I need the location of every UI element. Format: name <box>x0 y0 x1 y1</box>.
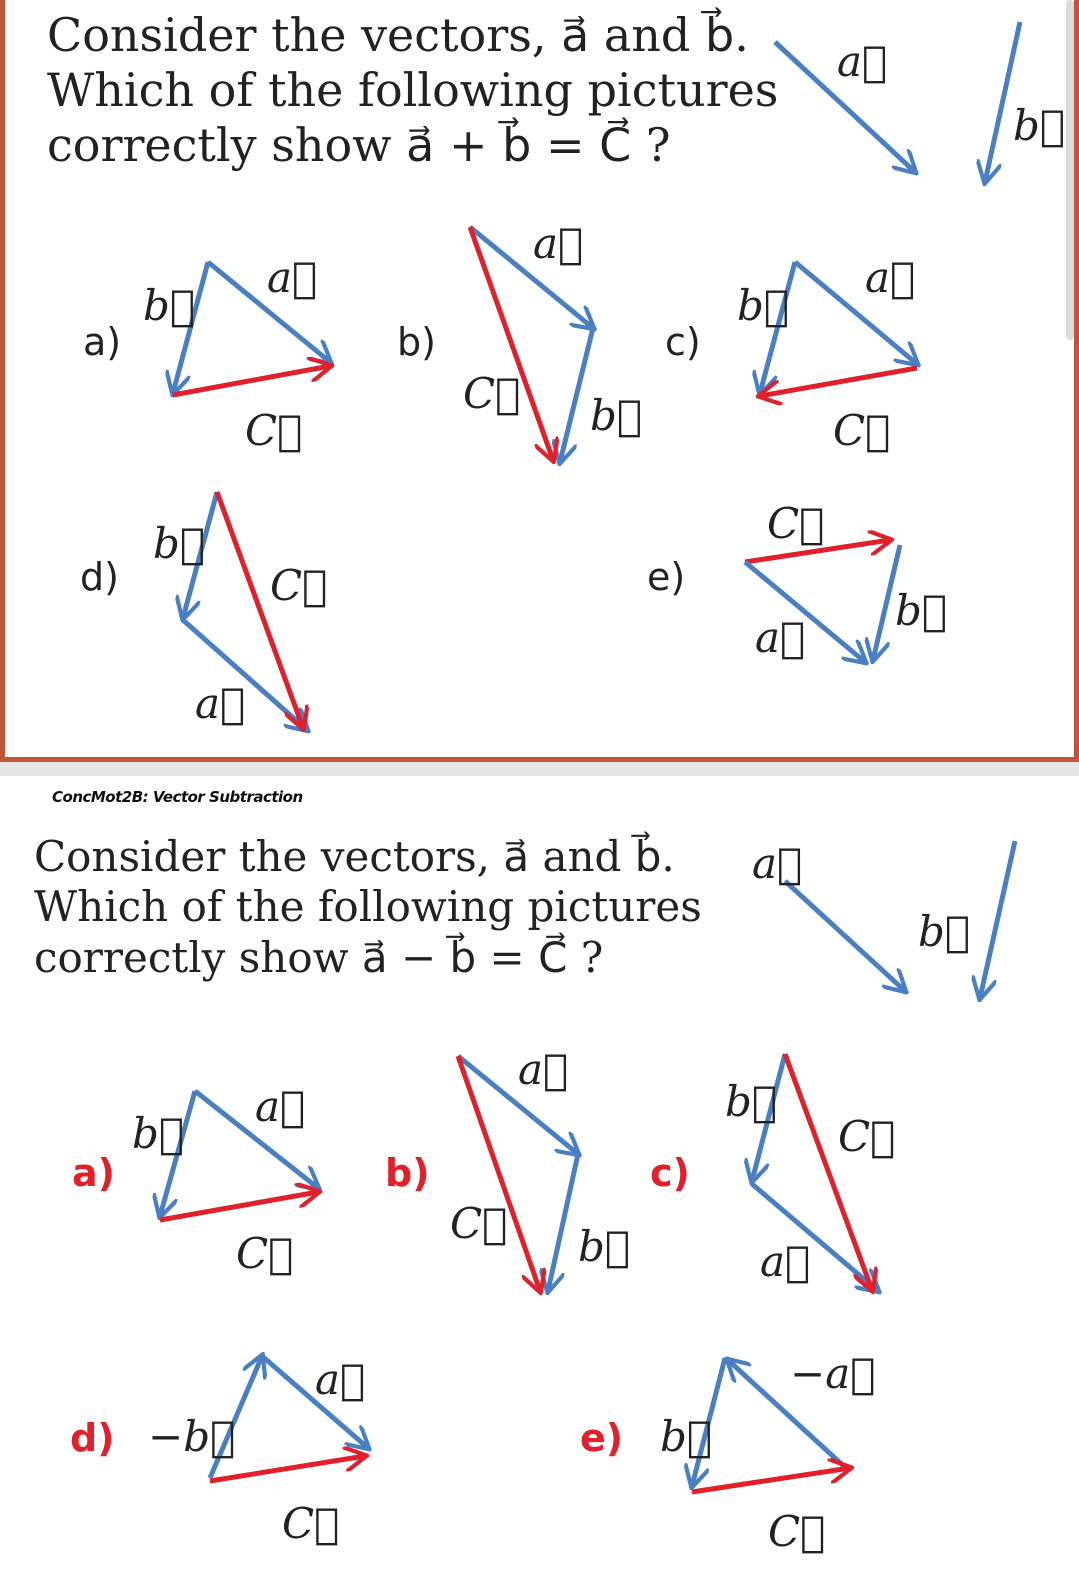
option-b-b-label: b⃗ <box>590 391 643 440</box>
reference-b-label: b⃗ <box>918 907 971 956</box>
option-b[interactable] <box>385 1045 630 1291</box>
vector-diagrams <box>5 0 1074 757</box>
option-c-a-label: a⃗ <box>760 1237 811 1286</box>
reference-a-label: a⃗ <box>837 37 888 86</box>
option-c[interactable] <box>650 1054 895 1291</box>
option-a-c-label: C⃗ <box>236 1229 294 1278</box>
slide-header: ConcMot2B: Vector Subtraction <box>52 788 303 806</box>
option-e-b-label: b⃗ <box>660 1412 713 1461</box>
slide-vector-addition <box>0 0 1079 762</box>
option-e[interactable] <box>647 499 947 662</box>
option-b-label: b) <box>397 320 436 364</box>
option-a-b-label: b⃗ <box>132 1109 185 1158</box>
option-e[interactable] <box>580 1349 875 1556</box>
option-b-b-arrow <box>548 1154 578 1291</box>
option-a-label: a) <box>72 1151 116 1195</box>
option-c-c-arrow <box>760 368 917 396</box>
option-c-b-label: b⃗ <box>725 1077 778 1126</box>
option-b-c-label: C⃗ <box>450 1199 508 1248</box>
question-line-3: correctly show a⃗ − b⃗ = C⃗ ? <box>34 932 604 982</box>
question-line-2: Which of the following pictures <box>34 882 702 932</box>
option-d-minus-b-label: −b⃗ <box>148 1412 236 1461</box>
option-a-label: a) <box>83 320 122 364</box>
vector-diagrams <box>0 776 1079 1569</box>
option-e-label: e) <box>647 555 686 599</box>
option-a-a-label: a⃗ <box>255 1082 306 1131</box>
option-a[interactable] <box>83 253 330 455</box>
option-c-b-label: b⃗ <box>737 281 790 330</box>
option-e-c-label: C⃗ <box>768 1507 826 1556</box>
option-d-label: d) <box>80 555 119 599</box>
option-d-c-label: C⃗ <box>270 561 328 610</box>
option-b[interactable] <box>397 219 642 462</box>
question-line-3: correctly show a⃗ + b⃗ = C⃗ ? <box>47 118 671 173</box>
option-a[interactable] <box>72 1082 318 1278</box>
option-d-b-label: b⃗ <box>153 519 206 568</box>
option-c-label: c) <box>665 320 701 364</box>
option-c-label: c) <box>650 1151 690 1195</box>
option-d-c-label: C⃗ <box>282 1499 340 1548</box>
option-c-a-label: a⃗ <box>865 253 916 302</box>
option-e-c-arrow <box>692 1468 850 1492</box>
option-c-c-label: C⃗ <box>833 406 891 455</box>
option-b-c-label: C⃗ <box>463 369 521 418</box>
reference-b-arrow <box>980 841 1015 998</box>
option-e-a-label: a⃗ <box>755 613 806 662</box>
option-e-minus-a-label: −a⃗ <box>790 1349 876 1398</box>
option-d[interactable] <box>80 492 327 730</box>
option-e-label: e) <box>580 1416 624 1460</box>
option-b-a-label: a⃗ <box>518 1045 569 1094</box>
reference-vectors <box>775 22 1065 182</box>
option-a-b-label: b⃗ <box>143 281 196 330</box>
reference-a-label: a⃗ <box>752 839 803 888</box>
option-b-a-label: a⃗ <box>533 219 584 268</box>
option-c-c-label: C⃗ <box>838 1112 896 1161</box>
option-d-label: d) <box>70 1416 115 1460</box>
option-d-a-label: a⃗ <box>315 1355 366 1404</box>
option-e-c-label: C⃗ <box>767 499 825 548</box>
reference-a-arrow <box>785 881 905 991</box>
option-a-a-label: a⃗ <box>267 253 318 302</box>
option-b-b-label: b⃗ <box>578 1222 631 1271</box>
option-a-c-arrow <box>160 1192 318 1220</box>
option-a-c-label: C⃗ <box>245 406 303 455</box>
option-b-b-arrow <box>560 328 593 462</box>
question-line-2: Which of the following pictures <box>47 63 779 118</box>
reference-b-label: b⃗ <box>1013 101 1066 150</box>
option-d[interactable] <box>70 1355 368 1548</box>
option-a-c-arrow <box>173 366 330 395</box>
option-d-a-label: a⃗ <box>195 679 246 728</box>
question-line-1: Consider the vectors, a⃗ and b⃗. <box>34 832 675 881</box>
question-line-1: Consider the vectors, a⃗ and b⃗. <box>47 8 749 62</box>
option-c[interactable] <box>665 253 917 455</box>
reference-vectors <box>752 839 1015 998</box>
slide-vector-subtraction <box>0 776 1079 1569</box>
option-b-label: b) <box>385 1151 430 1195</box>
option-e-b-label: b⃗ <box>895 586 948 635</box>
